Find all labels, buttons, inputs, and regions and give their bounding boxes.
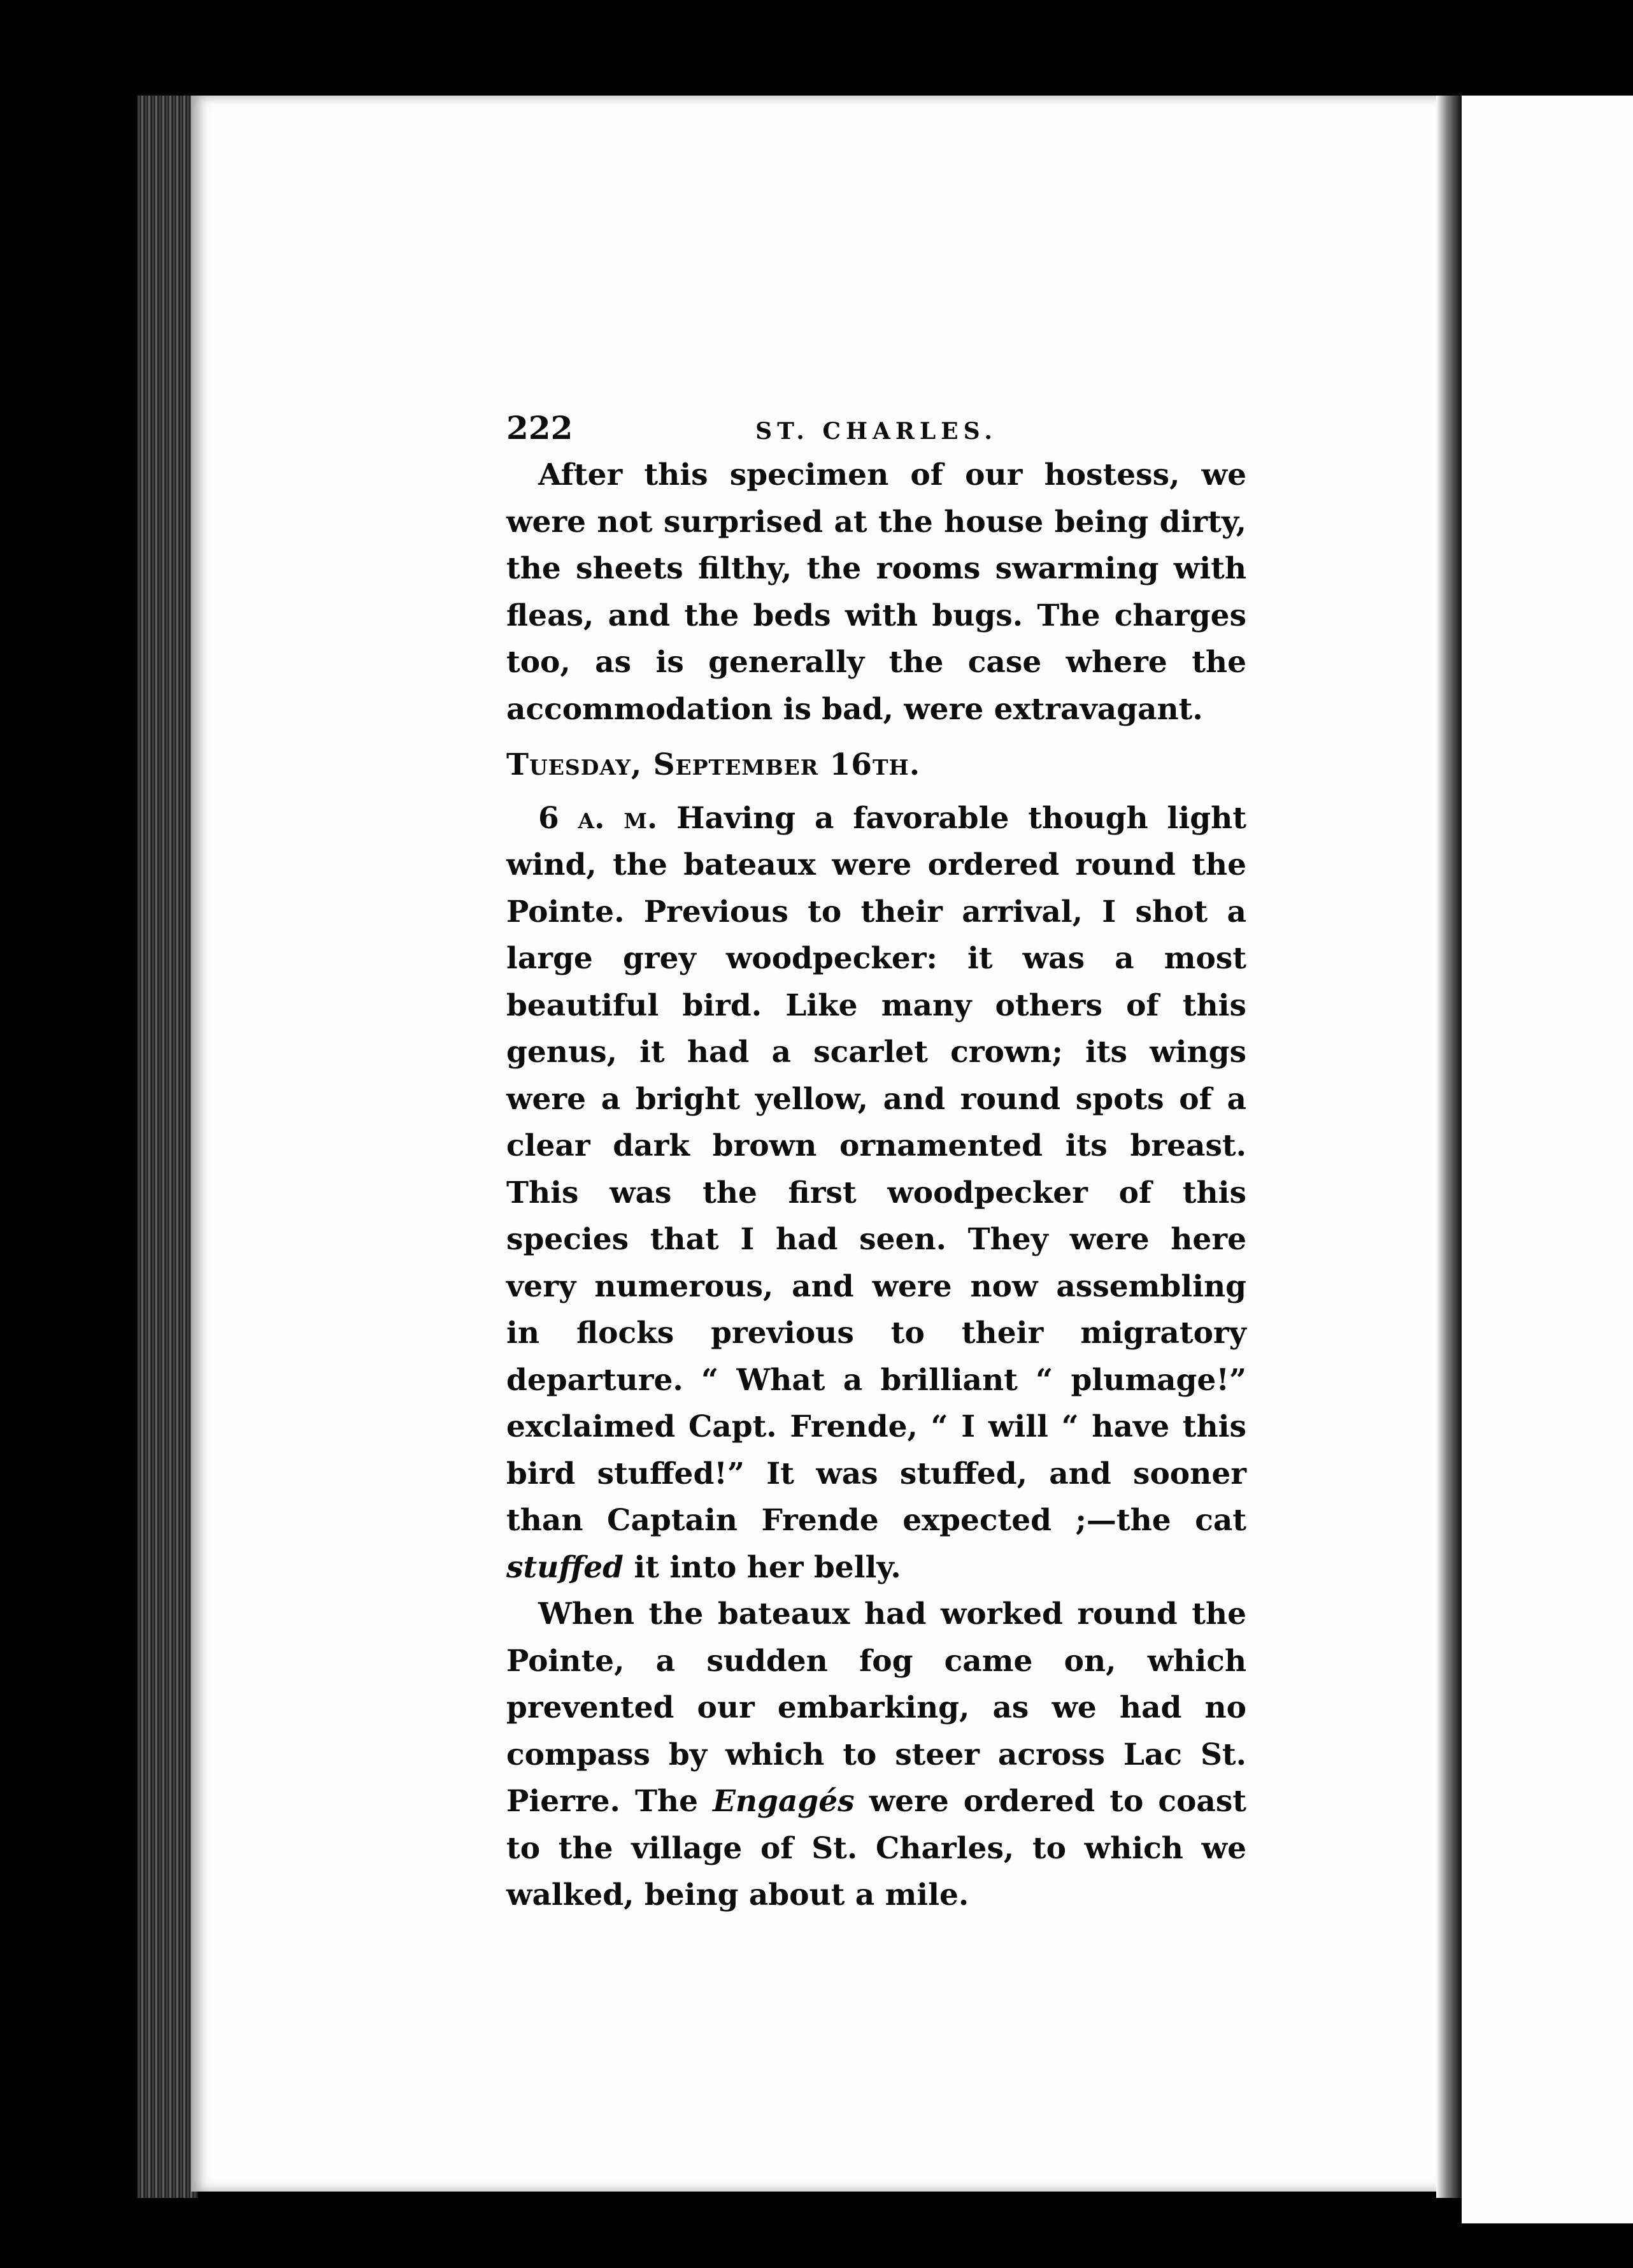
date-heading: Tuesday, September 16th.: [506, 747, 921, 782]
paragraph-fog: [506, 1591, 1246, 1919]
facing-page-edge: [1462, 96, 1633, 2223]
italic-engages: Engagés: [713, 1784, 855, 1819]
page-text-block: [506, 405, 1246, 1919]
fog-text: When the bateaux had worked round the Pointe, a sudden fog came on, which prevented our embarking, as we had no compass by which to steer across Lac St. Pierre. The: [506, 1597, 1246, 1819]
book-spine-shadow: [1436, 96, 1462, 2198]
page-header: [506, 405, 1246, 449]
book-page-edges: [137, 96, 197, 2198]
page-number: 222: [506, 409, 573, 447]
woodpecker-text: Having a favorable though light wind, the bateaux were ordered round the Pointe. Previous to their arrival, I shot a large grey woodpecker: it was a most beautiful bird. Like many others of this genus, it had a scarlet crown; its wings were a bright yellow, and round spots of a clear dark brown ornamented its breast. This was the first woodpecker of this species that I had seen. They were here very numerous, and were now assembling in flocks previous to their migratory departure. “ What a brilliant “ plumage!” exclaimed Capt. Frende, “ I will “ have this bird stuffed!” It was stuffed, and sooner than Captain Frende expected ;—the cat: [506, 800, 1246, 1538]
fog-text-end: were ordered to coast to the village of St. Charles, to which we walked, being about a mile.: [506, 1784, 1246, 1913]
italic-stuffed: stuffed: [506, 1549, 624, 1585]
paragraph-hostess: After this specimen of our hostess, we were not surprised at the house being dirty, the sheets filthy, the rooms swarming with fleas, and the beds with bugs. The charges too, as is generally the case where the accommodation is bad, were extravagant.: [506, 457, 1246, 727]
running-head: ST. CHARLES.: [755, 418, 997, 445]
woodpecker-text-end: it into her belly.: [634, 1549, 901, 1585]
time-label: 6 a. m.: [538, 800, 658, 836]
paragraph-woodpecker: [506, 795, 1246, 1591]
